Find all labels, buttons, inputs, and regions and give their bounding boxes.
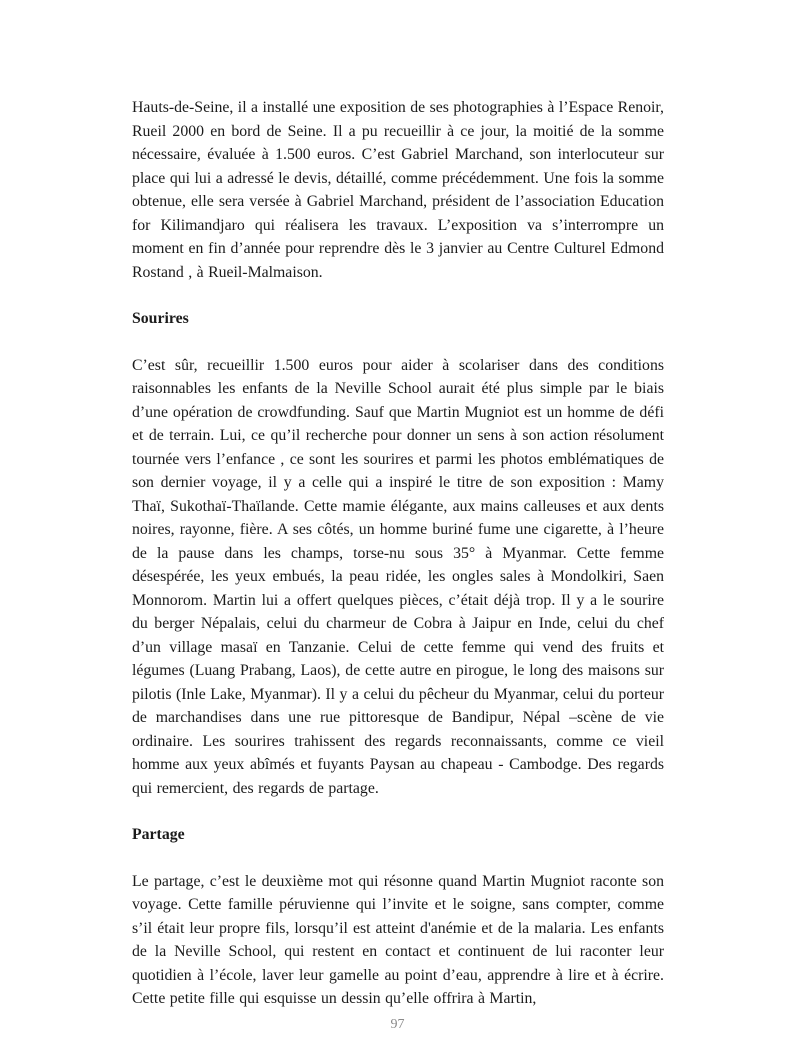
paragraph-sourires: C’est sûr, recueillir 1.500 euros pour aider à scolariser dans des conditions raisonnables les enfants de la Neville School aurait été plus simple par le biais d’une opération de crowdfunding. Sauf que Martin Mugniot est un homme de défi et de terrain. Lui, ce qu’il recherche pour donner un sens à son action résolument tournée vers l’enfance , ce sont les sourires et parmi les photos emblématiques de son dernier voyage, il y a celle qui a inspiré le titre de son exposition : Mamy Thaï, Sukothaï-Thaïlande. Cette mamie élégante, aux mains calleuses et aux dents noires, rayonne, fière. A ses côtés, un homme buriné fume une cigarette, à l’heure de la pause dans les champs, torse-nu sous 35° à Myanmar. Cette femme désespérée, les yeux embués, la peau ridée, les ongles sales à Mondolkiri, Saen Monnorom. Martin lui a offert quelques pièces, c’était déjà trop. Il y a le sourire du berger Népalais, celui du charmeur de Cobra à Jaipur en Inde, celui du chef d’un village masaï en Tanzanie. Celui de cette femme qui vend des fruits et légumes (Luang Prabang, Laos), de cette autre en pirogue, le long des maisons sur pilotis (Inle Lake, Myanmar). Il y a celui du pêcheur du Myanmar, celui du porteur de marchandises dans une rue pittoresque de Bandipur, Népal –scène de vie ordinaire. Les sourires trahissent des regards reconnaissants, comme ce vieil homme aux yeux abîmés et fuyants Paysan au chapeau - Cambodge. Des regards qui remercient, des regards de partage. — [132, 356, 664, 797]
heading-sourires: Sourires — [132, 310, 189, 327]
paragraph-exposition: Hauts-de-Seine, il a installé une exposition de ses photographies à l’Espace Renoir, Rueil 2000 en bord de Seine. Il a pu recueillir à ce jour, la moitié de la somme nécessaire, évaluée à 1.500 euros. C’est Gabriel Marchand, son interlocuteur sur place qui lui a adressé le devis, détaillé, comme précédemment. Une fois la somme obtenue, elle sera versée à Gabriel Marchand, président de l’association Education for Kilimandjaro qui réalisera les travaux. L’exposition va s’interrompre un moment en fin d’année pour reprendre dès le 3 janvier au Centre Culturel Edmond Rostand , à Rueil-Malmaison. — [132, 99, 664, 281]
heading-partage: Partage — [132, 826, 185, 843]
page-number: 97 — [390, 1017, 405, 1032]
document-body — [132, 96, 664, 1011]
paragraph-partage: Le partage, c’est le deuxième mot qui résonne quand Martin Mugniot raconte son voyage. Cette famille péruvienne qui l’invite et le soigne, sans compter, comme s’il était leur propre fils, lorsqu’il est atteint d'anémie et de la malaria. Les enfants de la Neville School, qui restent en contact et continuent de lui raconter leur quotidien à l’école, laver leur gamelle au point d’eau, apprendre à lire et à écrire. Cette petite fille qui esquisse un dessin qu’elle offrira à Martin, — [132, 872, 664, 1007]
